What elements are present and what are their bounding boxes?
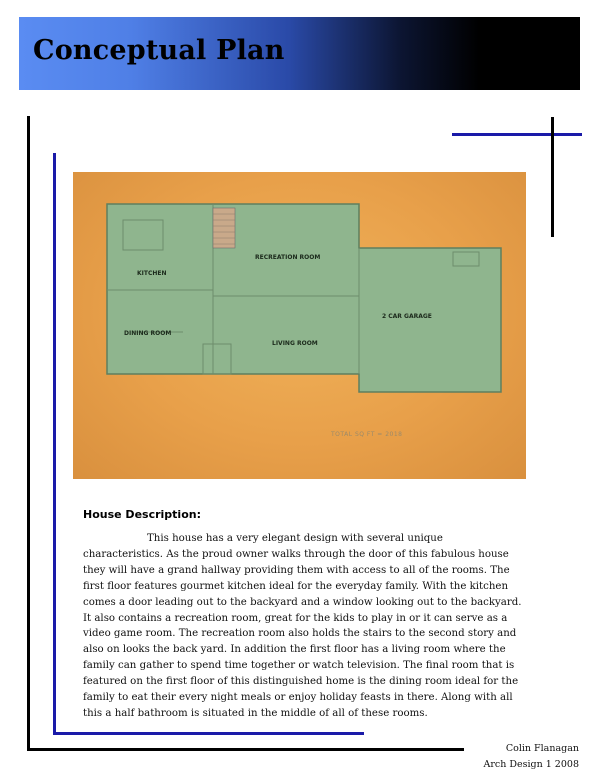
credit-author: Colin Flanagan <box>505 743 579 754</box>
frame-top-right-blue-line <box>452 133 582 136</box>
total-sqft-note: TOTAL SQ FT = 2018 <box>331 431 403 438</box>
page-title: Conceptual Plan <box>33 35 285 66</box>
room-label-garage: 2 CAR GARAGE <box>382 313 432 320</box>
room-label-recreation: RECREATION ROOM <box>255 254 321 261</box>
frame-bottom-blue-line <box>53 732 364 735</box>
room-label-kitchen: KITCHEN <box>137 270 167 277</box>
credit-course: Arch Design 1 2008 <box>483 759 579 770</box>
header-banner <box>19 17 580 90</box>
floor-plan-image <box>73 172 526 479</box>
frame-left-black-line <box>27 116 30 750</box>
room-label-living: LIVING ROOM <box>272 340 318 347</box>
frame-left-blue-line <box>53 153 56 734</box>
room-label-dining: DINING ROOM <box>124 330 172 337</box>
frame-top-right-black-line <box>551 117 554 237</box>
floor-plan-drawing <box>73 172 526 479</box>
description-body: This house has a very elegant design with several unique characteristics. As the proud owner walks through the door of this fabulous house they will have a grand hallway providing them with access to all of the rooms. The first floor features gourmet kitchen ideal for the everyday family. With the kitchen comes a door leading out to the backyard and a window looking out to the backyard. It also contains a recreation room, great for the kids to play in or it can serve as a video game room. The recreation room also holds the stairs to the second story and also on looks the back yard. In addition the first floor has a living room where the family can gather to spend time together or watch television. The final room that is featured on the first floor of this distinguished home is the dining room ideal for the family to eat their every night meals or enjoy holiday feasts in there. Along with all this a half bathroom is situated in the middle of all of these rooms. <box>83 533 522 719</box>
description-heading: House Description: <box>83 508 201 521</box>
frame-bottom-black-line <box>27 748 464 751</box>
